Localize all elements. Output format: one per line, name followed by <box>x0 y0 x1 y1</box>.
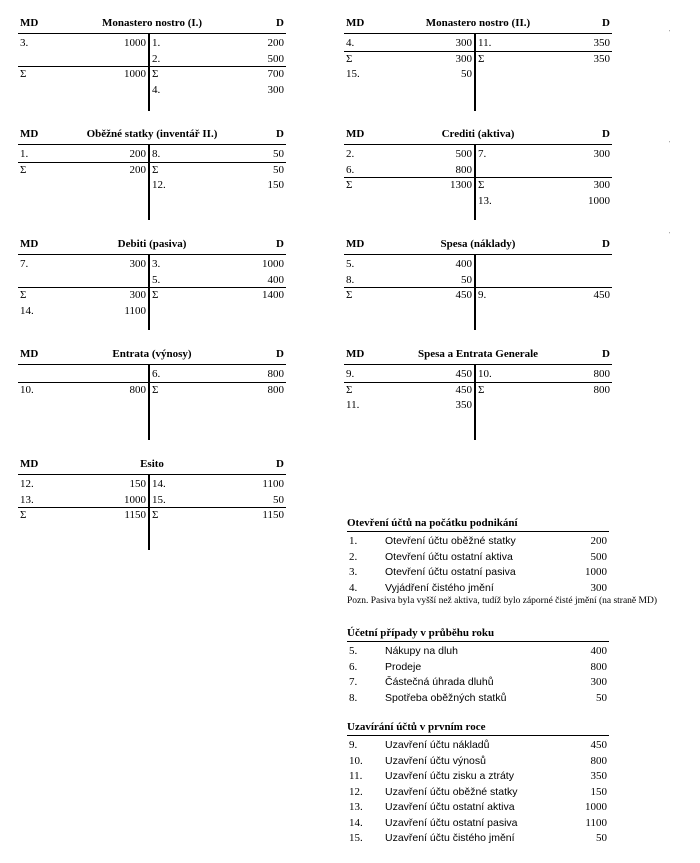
item-amount: 50 <box>596 832 607 844</box>
entry-ref: Σ <box>152 163 159 176</box>
account-top-rule <box>18 474 286 475</box>
item-number: 5. <box>349 645 358 657</box>
item-amount: 500 <box>590 550 607 563</box>
item-amount: 300 <box>590 676 607 688</box>
entry-amount: 350 <box>593 37 610 49</box>
list-item <box>347 754 609 770</box>
entry-ref: Σ <box>20 68 27 81</box>
entry-amount: 150 <box>267 179 284 192</box>
item-text: Otevření účtu oběžné statky <box>385 535 516 547</box>
item-text: Prodeje <box>385 660 422 673</box>
sum-rule <box>344 177 612 178</box>
entry-ref: 11. <box>346 399 360 412</box>
t-account <box>18 128 286 220</box>
debit-label: MD <box>20 17 39 29</box>
credit-label: D <box>602 348 610 360</box>
credit-label: D <box>276 17 284 29</box>
list-item <box>347 769 609 785</box>
sum-rule <box>344 382 612 383</box>
account-divider <box>474 254 476 330</box>
item-number: 10. <box>349 754 363 767</box>
item-amount: 50 <box>596 691 607 704</box>
account-header <box>344 17 612 31</box>
entry-amount: 1000 <box>124 493 146 506</box>
stray-mark: ' <box>669 232 671 238</box>
entry-amount: 400 <box>267 273 284 286</box>
account-title: Entrata (výnosy) <box>112 348 192 360</box>
account-header <box>344 238 612 252</box>
entry-ref: Σ <box>346 179 353 192</box>
entry-amount: 1000 <box>588 195 610 208</box>
opening-rows <box>347 532 609 596</box>
item-number: 4. <box>349 581 358 594</box>
entry-ref: Σ <box>346 52 353 65</box>
item-text: Nákupy na dluh <box>385 645 458 657</box>
credit-label: D <box>602 17 610 29</box>
item-amount: 450 <box>590 739 607 751</box>
entry-amount: 500 <box>267 52 284 65</box>
account-header <box>18 458 286 472</box>
account-top-rule <box>344 144 612 145</box>
account-divider <box>148 474 150 550</box>
t-account <box>18 348 286 440</box>
entry-ref: 5. <box>152 273 161 286</box>
entry-ref: 7. <box>478 148 487 160</box>
t-account <box>344 17 612 111</box>
entry-amount: 300 <box>593 179 610 192</box>
entry-ref: Σ <box>20 289 27 302</box>
item-number: 13. <box>349 801 363 813</box>
entry-ref: 8. <box>346 273 355 286</box>
entry-amount: 400 <box>455 258 472 270</box>
account-header <box>18 348 286 362</box>
account-header <box>18 238 286 252</box>
entry-amount: 1000 <box>124 37 146 49</box>
entry-amount: 350 <box>593 52 610 65</box>
item-text: Spotřeba oběžných statků <box>385 691 507 704</box>
stray-mark: ' <box>669 141 671 147</box>
item-amount: 400 <box>590 645 607 657</box>
sum-rule <box>18 162 286 163</box>
item-number: 9. <box>349 739 358 751</box>
entry-amount: 500 <box>455 148 472 160</box>
item-number: 2. <box>349 550 358 563</box>
sum-rule <box>18 66 286 67</box>
entry-ref: Σ <box>478 179 485 192</box>
item-text: Otevření účtu ostatní pasiva <box>385 566 516 578</box>
entry-ref: Σ <box>20 509 27 522</box>
entry-ref: 10. <box>478 368 492 380</box>
item-text: Uzavření účtu zisku a ztráty <box>385 770 514 782</box>
entry-ref: Σ <box>152 289 159 302</box>
entry-amount: 300 <box>267 84 284 97</box>
entry-ref: Σ <box>20 163 27 176</box>
entry-amount: 50 <box>273 163 284 176</box>
entry-ref: 6. <box>346 163 355 176</box>
credit-label: D <box>276 238 284 250</box>
entry-ref: Σ <box>478 52 485 65</box>
item-text: Uzavření účtu nákladů <box>385 739 490 751</box>
entry-ref: Σ <box>152 68 159 81</box>
item-amount: 1000 <box>585 566 607 578</box>
entry-amount: 300 <box>593 148 610 160</box>
item-text: Uzavření účtu ostatní pasiva <box>385 816 518 829</box>
entry-amount: 200 <box>129 148 146 160</box>
debit-label: MD <box>346 348 365 360</box>
item-number: 15. <box>349 832 363 844</box>
entry-amount: 450 <box>455 383 472 396</box>
account-divider <box>148 364 150 440</box>
account-divider <box>148 33 150 111</box>
t-account <box>344 128 612 220</box>
entry-amount: 50 <box>461 68 472 81</box>
sum-rule <box>18 382 286 383</box>
opening-note: Pozn. Pasiva byla vyšší než aktiva, tudíž bylo záporné čisté jmění (na straně MD) <box>347 596 657 606</box>
entry-ref: 6. <box>152 368 161 380</box>
account-top-rule <box>18 254 286 255</box>
item-text: Uzavření účtu ostatní aktiva <box>385 801 515 813</box>
account-top-rule <box>18 364 286 365</box>
list-item <box>347 581 609 597</box>
entry-ref: 1. <box>20 148 29 160</box>
entry-amount: 1000 <box>262 258 284 270</box>
t-account <box>18 17 286 111</box>
account-header <box>18 128 286 142</box>
entry-amount: 800 <box>593 383 610 396</box>
entry-amount: 1400 <box>262 289 284 302</box>
item-number: 14. <box>349 816 363 829</box>
entry-amount: 1000 <box>124 68 146 81</box>
entry-ref: Σ <box>152 509 159 522</box>
entry-ref: 9. <box>346 368 355 380</box>
item-text: Uzavření účtu čistého jmění <box>385 832 515 844</box>
account-top-rule <box>18 33 286 34</box>
entry-amount: 300 <box>129 258 146 270</box>
entry-ref: 7. <box>20 258 29 270</box>
account-header <box>344 128 612 142</box>
item-amount: 300 <box>590 581 607 594</box>
list-item <box>347 565 609 581</box>
entry-amount: 800 <box>267 383 284 396</box>
account-title: Oběžné statky (inventář II.) <box>86 128 218 140</box>
item-amount: 1100 <box>585 816 607 829</box>
entry-ref: 3. <box>20 37 29 49</box>
entry-amount: 50 <box>461 273 472 286</box>
item-number: 11. <box>349 770 363 782</box>
account-title: Spesa (náklady) <box>440 238 516 250</box>
debit-label: MD <box>346 128 365 140</box>
item-text: Uzavření účtu výnosů <box>385 754 486 767</box>
entry-amount: 800 <box>593 368 610 380</box>
entry-amount: 300 <box>455 52 472 65</box>
entry-amount: 700 <box>267 68 284 81</box>
entry-ref: 14. <box>20 305 34 318</box>
item-amount: 150 <box>590 785 607 798</box>
entry-amount: 450 <box>593 289 610 302</box>
entry-amount: 200 <box>129 163 146 176</box>
events-title: Účetní případy v průběhu roku <box>347 625 609 642</box>
entry-ref: 11. <box>478 37 492 49</box>
entry-amount: 300 <box>455 37 472 49</box>
account-header <box>344 348 612 362</box>
entry-ref: 1. <box>152 37 161 49</box>
list-item <box>347 550 609 566</box>
debit-label: MD <box>20 348 39 360</box>
item-amount: 1000 <box>585 801 607 813</box>
entry-amount: 1100 <box>124 305 146 318</box>
credit-label: D <box>602 128 610 140</box>
entry-ref: Σ <box>346 383 353 396</box>
t-account <box>18 458 286 550</box>
item-number: 6. <box>349 660 358 673</box>
opening-section <box>347 515 609 596</box>
entry-ref: 13. <box>20 493 34 506</box>
credit-label: D <box>276 458 284 470</box>
entry-amount: 350 <box>455 399 472 412</box>
item-text: Vyjádření čistého jmění <box>385 581 494 594</box>
list-item <box>347 785 609 801</box>
list-item <box>347 534 609 550</box>
entry-ref: Σ <box>346 289 353 302</box>
item-text: Uzavření účtu oběžné statky <box>385 785 518 798</box>
entry-amount: 200 <box>267 37 284 49</box>
account-top-rule <box>18 144 286 145</box>
entry-ref: 3. <box>152 258 161 270</box>
account-title: Spesa a Entrata Generale <box>417 348 539 360</box>
credit-label: D <box>276 348 284 360</box>
debit-label: MD <box>20 238 39 250</box>
entry-ref: 15. <box>346 68 360 81</box>
debit-label: MD <box>20 458 39 470</box>
entry-amount: 50 <box>273 148 284 160</box>
opening-title: Otevření účtů na počátku podnikání <box>347 515 609 532</box>
credit-label: D <box>276 128 284 140</box>
entry-amount: 1100 <box>262 478 284 490</box>
sum-rule <box>344 51 612 52</box>
account-top-rule <box>344 33 612 34</box>
item-number: 1. <box>349 535 358 547</box>
debit-label: MD <box>346 17 365 29</box>
debit-label: MD <box>20 128 39 140</box>
entry-amount: 800 <box>455 163 472 176</box>
t-account <box>344 238 612 330</box>
credit-label: D <box>602 238 610 250</box>
entry-ref: 4. <box>346 37 355 49</box>
closing-title: Uzavírání účtů v prvním roce <box>347 719 609 736</box>
t-account <box>344 348 612 440</box>
item-number: 7. <box>349 676 358 688</box>
item-number: 3. <box>349 566 358 578</box>
sum-rule <box>18 507 286 508</box>
closing-section <box>347 719 609 847</box>
list-item <box>347 816 609 832</box>
entry-ref: 4. <box>152 84 161 97</box>
list-item <box>347 660 609 676</box>
item-amount: 800 <box>590 754 607 767</box>
entry-ref: Σ <box>152 383 159 396</box>
item-number: 8. <box>349 691 358 704</box>
account-title: Monastero nostro (I.) <box>101 17 203 29</box>
list-item <box>347 738 609 754</box>
entry-ref: 9. <box>478 289 487 302</box>
item-number: 12. <box>349 785 363 798</box>
account-divider <box>148 254 150 330</box>
entry-amount: 1300 <box>450 179 472 192</box>
entry-amount: 450 <box>455 289 472 302</box>
list-item <box>347 831 609 847</box>
entry-amount: 150 <box>129 478 146 490</box>
item-amount: 350 <box>590 770 607 782</box>
debit-label: MD <box>346 238 365 250</box>
account-title: Debiti (pasiva) <box>117 238 187 250</box>
entry-amount: 800 <box>129 383 146 396</box>
item-text: Otevření účtu ostatní aktiva <box>385 550 513 563</box>
events-section <box>347 625 609 706</box>
entry-ref: 14. <box>152 478 166 490</box>
account-divider <box>474 364 476 440</box>
account-title: Esito <box>140 458 164 470</box>
list-item <box>347 800 609 816</box>
entry-amount: 1150 <box>124 509 146 522</box>
entry-ref: 2. <box>346 148 355 160</box>
t-account <box>18 238 286 330</box>
entry-ref: 12. <box>20 478 34 490</box>
list-item <box>347 675 609 691</box>
entry-ref: 5. <box>346 258 355 270</box>
account-divider <box>474 33 476 111</box>
account-top-rule <box>344 254 612 255</box>
list-item <box>347 691 609 707</box>
events-rows <box>347 642 609 706</box>
account-divider <box>474 144 476 220</box>
account-top-rule <box>344 364 612 365</box>
account-divider <box>148 144 150 220</box>
list-item <box>347 644 609 660</box>
account-header <box>18 17 286 31</box>
account-title: Crediti (aktiva) <box>441 128 515 140</box>
item-text: Částečná úhrada dluhů <box>385 676 494 688</box>
entry-ref: 15. <box>152 493 166 506</box>
entry-ref: 2. <box>152 52 161 65</box>
entry-ref: 13. <box>478 195 492 208</box>
entry-ref: 10. <box>20 383 34 396</box>
sum-rule <box>344 287 612 288</box>
closing-rows <box>347 736 609 847</box>
entry-ref: Σ <box>478 383 485 396</box>
entry-amount: 450 <box>455 368 472 380</box>
entry-amount: 800 <box>267 368 284 380</box>
sum-rule <box>18 287 286 288</box>
entry-amount: 50 <box>273 493 284 506</box>
item-amount: 800 <box>590 660 607 673</box>
stray-mark: ' <box>669 30 671 36</box>
entry-ref: 8. <box>152 148 161 160</box>
account-title: Monastero nostro (II.) <box>425 17 531 29</box>
entry-amount: 300 <box>129 289 146 302</box>
entry-amount: 1150 <box>262 509 284 522</box>
item-amount: 200 <box>590 535 607 547</box>
entry-ref: 12. <box>152 179 166 192</box>
